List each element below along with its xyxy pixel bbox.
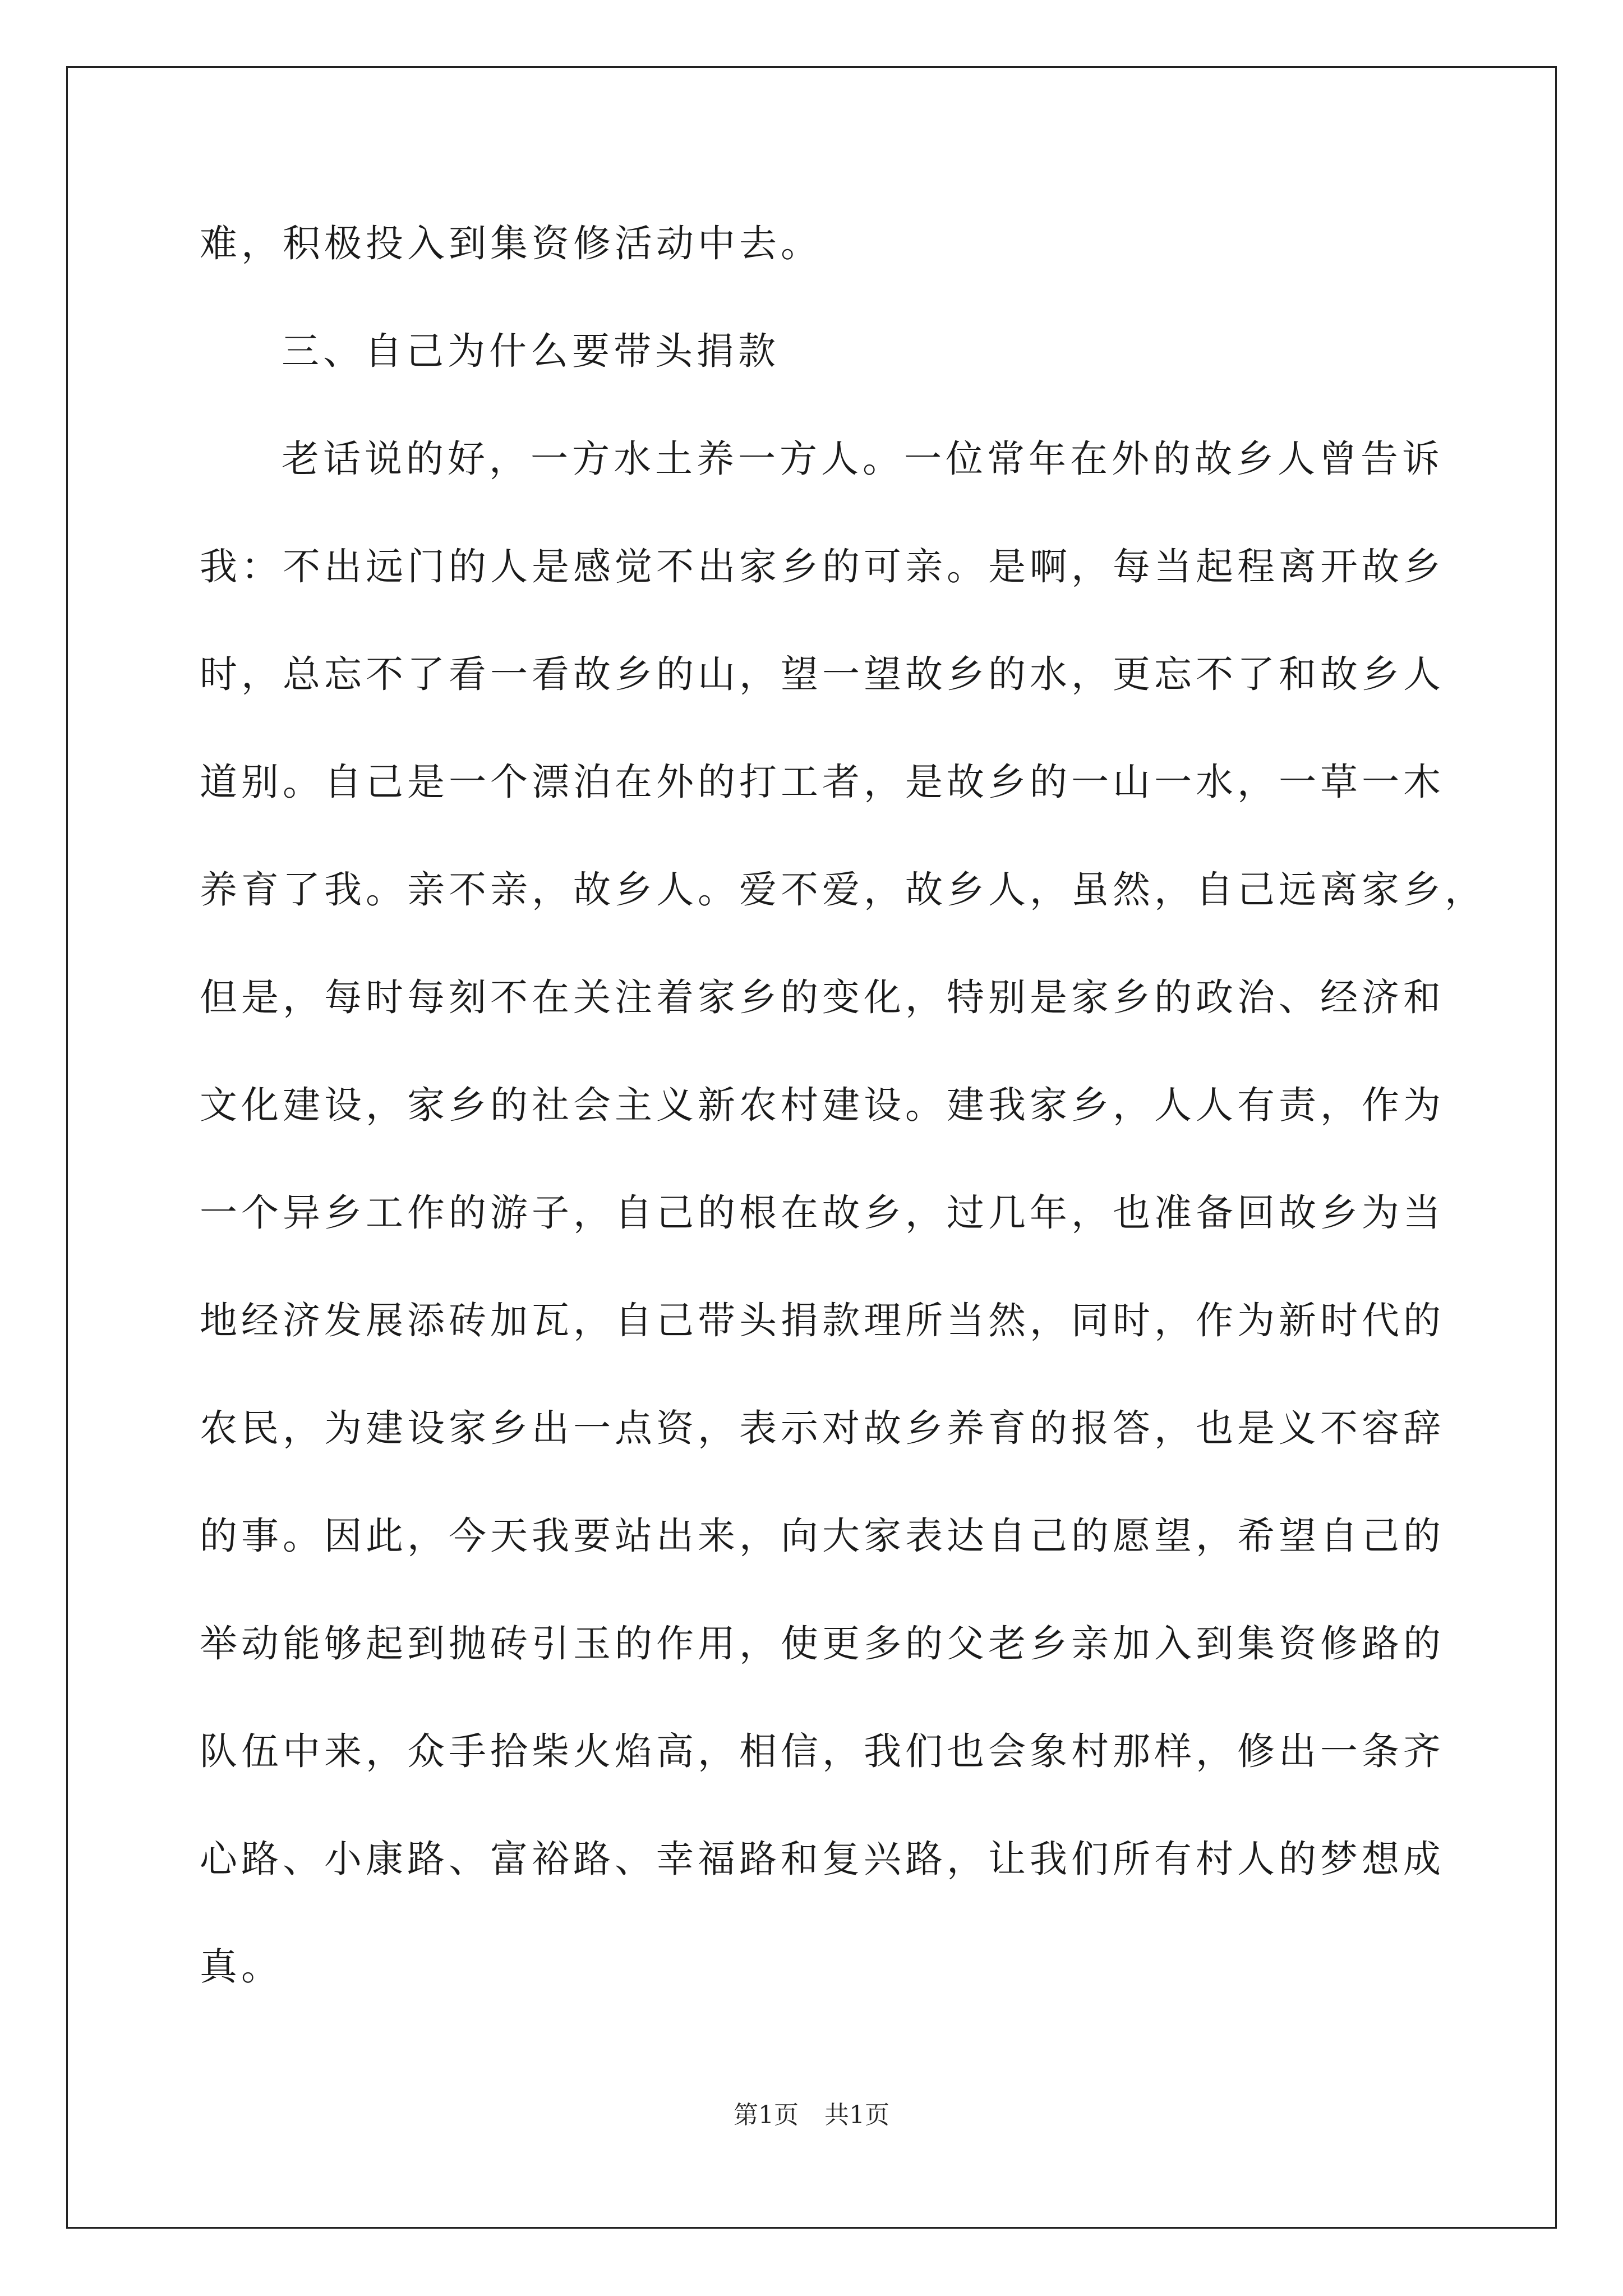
paragraph-line: 我：不出远门的人是感觉不出家乡的可亲。是啊，每当起程离开故乡	[200, 545, 1445, 588]
paragraph-line: 的事。因此，今天我要站出来，向大家表达自己的愿望，希望自己的	[200, 1514, 1445, 1558]
paragraph-line: 一个异乡工作的游子，自己的根在故乡，过几年，也准备回故乡为当	[200, 1191, 1445, 1235]
page-footer	[0, 2100, 1623, 2131]
paragraph-line: 养育了我。亲不亲，故乡人。爱不爱，故乡人，虽然，自己远离家乡，	[200, 868, 1486, 912]
page-number-total: 共1页	[824, 2101, 889, 2129]
paragraph-line: 心路、小康路、富裕路、幸福路和复兴路，让我们所有村人的梦想成	[200, 1837, 1445, 1881]
paragraph-line: 难，积极投入到集资修活动中去。	[200, 222, 822, 265]
paragraph-line: 举动能够起到抛砖引玉的作用，使更多的父老乡亲加入到集资修路的	[200, 1622, 1445, 1665]
paragraph-line: 道别。自己是一个漂泊在外的打工者，是故乡的一山一水，一草一木	[200, 760, 1445, 804]
section-heading: 三、自己为什么要带头捐款	[282, 329, 780, 373]
page-border	[66, 66, 1557, 2229]
paragraph-line: 时，总忘不了看一看故乡的山，望一望故乡的水，更忘不了和故乡人	[200, 652, 1445, 696]
paragraph-line: 队伍中来，众手拾柴火焰高，相信，我们也会象村那样，修出一条齐	[200, 1729, 1445, 1773]
paragraph-line: 农民，为建设家乡出一点资，表示对故乡养育的报答，也是义不容辞	[200, 1406, 1445, 1450]
paragraph-line: 真。	[200, 1945, 283, 1989]
paragraph-line: 文化建设，家乡的社会主义新农村建设。建我家乡，人人有责，作为	[200, 1083, 1445, 1127]
paragraph-line: 但是，每时每刻不在关注着家乡的变化，特别是家乡的政治、经济和	[200, 976, 1445, 1019]
paragraph-line: 老话说的好，一方水土养一方人。一位常年在外的故乡人曾告诉	[282, 437, 1444, 481]
paragraph-line: 地经济发展添砖加瓦，自己带头捐款理所当然，同时，作为新时代的	[200, 1299, 1445, 1342]
page-number-current: 第1页	[734, 2101, 799, 2129]
